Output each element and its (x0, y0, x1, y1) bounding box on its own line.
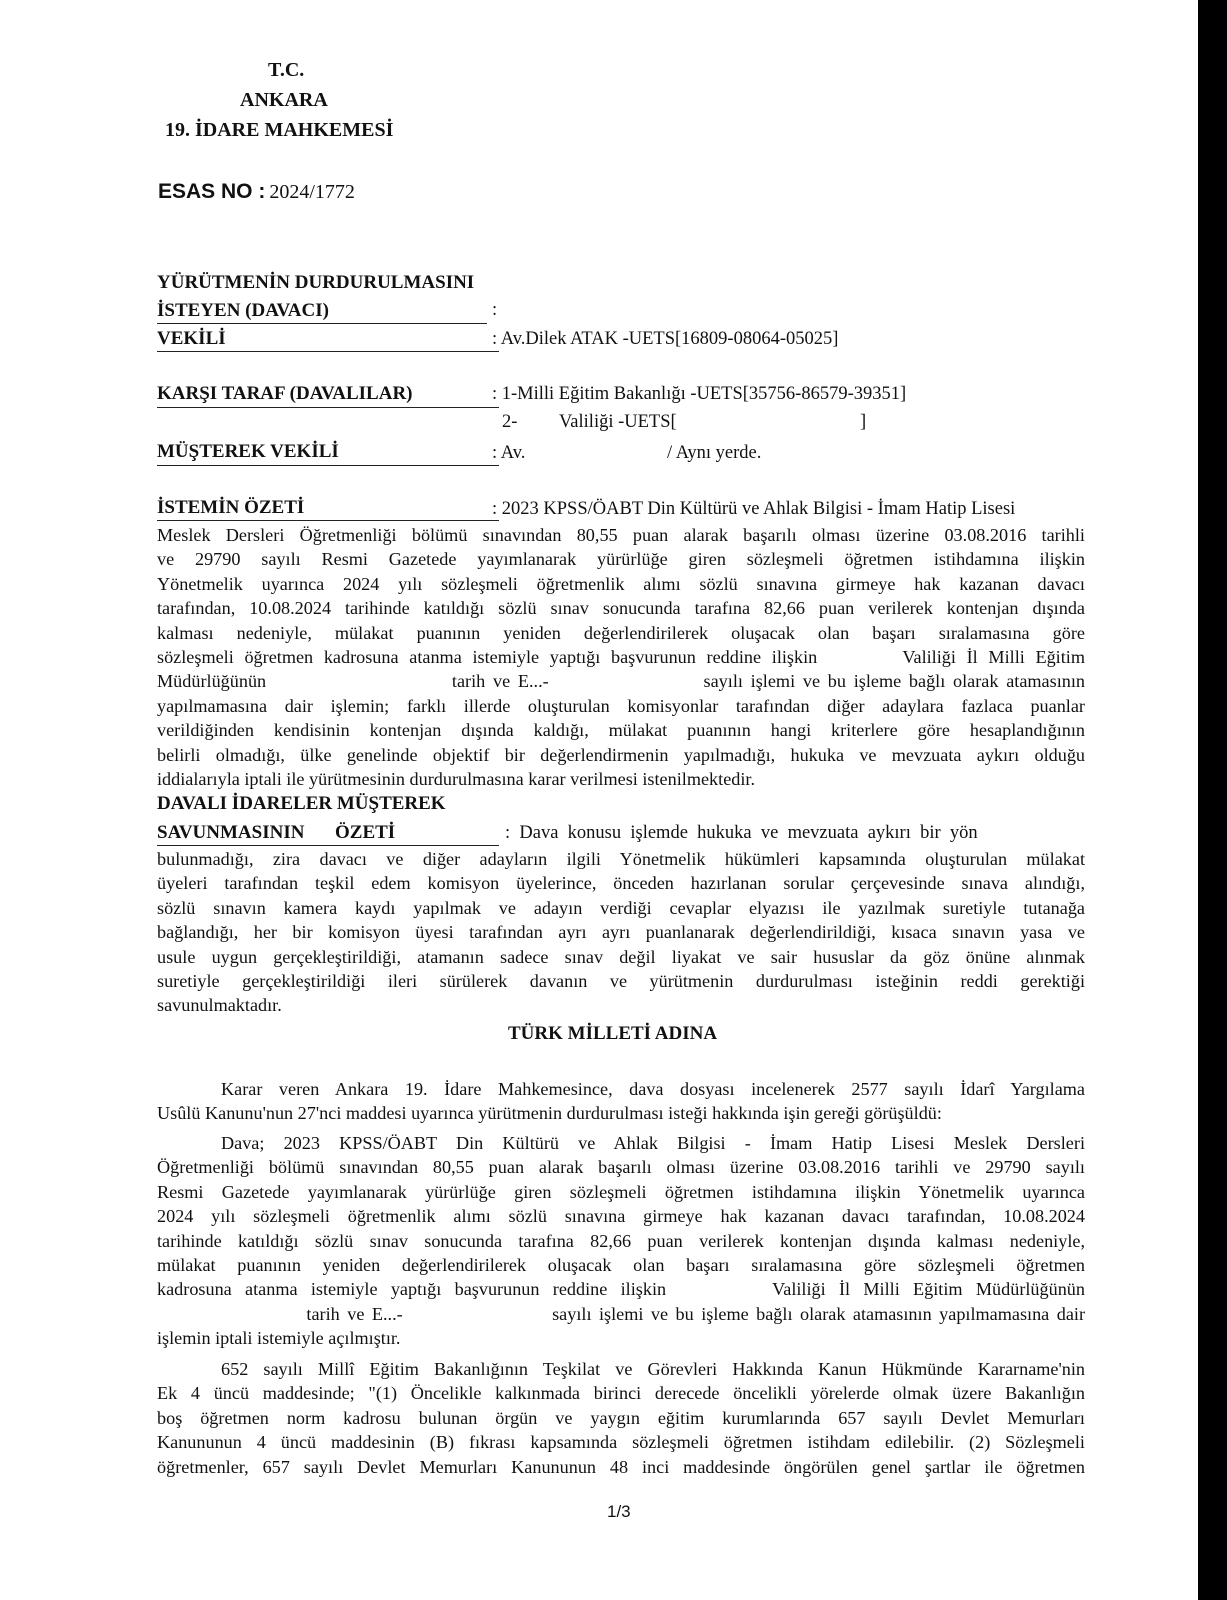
underline (157, 323, 487, 324)
savunma-label-2a: SAVUNMASININ (157, 822, 305, 843)
text-line: tarih ve E...- sayılı işlemi ve bu işleme bağlı olarak atamasının yapılmamasına dair (157, 1303, 1085, 1324)
karsi-taraf-value-2a: 2- (502, 412, 518, 432)
text-line: belirli olmadığı, ülke genelinde objektif bir değerlendirmenin yapılmadığı, hukuka ve mevzuata aykırı olduğu (157, 744, 1085, 765)
text-line: bağlandığı, her bir komisyon üyesi tarafından ayrı ayrı puanlanarak değerlendirildiği, kısaca sınavın yasa ve (157, 922, 1085, 943)
text-line: mülakat puanının yeniden değerlendirilerek oluşacak olan başarı sıralamasına göre sözleşmeli öğretmen (157, 1255, 1085, 1276)
karsi-taraf-value-2c: ] (860, 412, 867, 432)
karsi-taraf-value-1: : 1-Milli Eğitim Bakanlığı -UETS[35756-86579-39351] (492, 384, 907, 404)
savunma-label-2b: ÖZETİ (335, 822, 396, 843)
text-line: Ek 4 üncü maddesinde; "(1) Öncelikle kalkınmada birinci derecede öncelikli yörelerde olmak üzere Bakanlığın (157, 1383, 1085, 1404)
istem-label: İSTEMİN ÖZETİ (157, 497, 305, 518)
karsi-taraf-label: KARŞI TARAF (DAVALILAR) (157, 383, 413, 404)
text-line: bulunmadığı, zira davacı ve diğer adayların ilgili Yönetmelik hükümleri kapsamında oluşturulan mülakat (157, 849, 1085, 869)
text-line: tarafından, 10.08.2024 tarihinde katıldığı sözlü sınav sonucunda tarafına 82,66 puan verilerek kontenjan dışında (157, 598, 1085, 619)
text-line: tarihinde katıldığı sözlü sınav sonucunda tarafına 82,66 puan verilerek kontenjan dışında kalması nedeniyle, (157, 1230, 1085, 1251)
vekili-label: VEKİLİ (157, 328, 226, 349)
savunma-label-1: DAVALI İDARELER MÜŞTEREK (157, 793, 446, 814)
underline (157, 465, 499, 466)
text-line: Meslek Dersleri Öğretmenliği bölümü sınavından 80,55 puan alarak başarılı olması üzerine 03.08.2016 tarihli (157, 525, 1085, 545)
underline (157, 351, 499, 352)
davaci-value: : (492, 300, 498, 320)
karar-paragraph-2 (157, 1131, 1085, 1351)
savunma-first-line: : Dava konusu işlemde hukuka ve mevzuata aykırı bir yön (505, 823, 978, 843)
karar-paragraph-3 (157, 1357, 1085, 1479)
text-line: 652 sayılı Millî Eğitim Bakanlığının Teşkilat ve Görevleri Hakkında Kanun Hükmünde Kararname'nin (221, 1359, 1085, 1379)
underline (157, 845, 499, 846)
musterek-vekili-label: MÜŞTEREK VEKİLİ (157, 441, 339, 462)
esas-no-label: ESAS NO : (158, 180, 266, 203)
text-line: kadrosuna atanma istemiyle yaptığı başvurunun reddine ilişkin Valiliği İl Milli Eğitim Müdürlüğünün (157, 1279, 1085, 1300)
header-tc: T.C. (268, 59, 305, 81)
text-line: Öğretmenliği bölümü sınavından 80,55 puan alarak başarılı olması üzerine 03.08.2016 tarihli ve 29790 sayılı (157, 1157, 1085, 1178)
underline (157, 520, 499, 521)
text-line: Kanununun 4 üncü maddesinin (B) fıkrası kapsamında sözleşmeli öğretmen istihdam edilebilir. (2) Sözleşmeli (157, 1432, 1085, 1453)
right-edge (1198, 0, 1227, 1600)
text-line: savunulmaktadır. (157, 995, 282, 1016)
text-line: sözleşmeli öğretmen kadrosuna atanma istemiyle yaptığı başvurunun reddine ilişkin Valiliği İl Milli Eğitim (157, 647, 1085, 668)
esas-no (158, 180, 355, 204)
header-city: ANKARA (240, 89, 328, 111)
header-court: 19. İDARE MAHKEMESİ (165, 119, 394, 141)
text-line: usule uygun gerçekleştirildiği, atamanın sadece sınav değil liyakat ve sair hususlar da göz önüne alınmak (157, 946, 1085, 967)
underline (157, 407, 499, 408)
text-line: öğretmenler, 657 sayılı Devlet Memurları Kanununun 48 inci maddesinde öngörülen genel şartlar ile öğretmen (157, 1456, 1085, 1477)
text-line: Müdürlüğünün tarih ve E...- sayılı işlemi ve bu işleme bağlı olarak atamasının (157, 671, 1085, 692)
text-line: üyeleri tarafından teşkil edem komisyon üyelerince, önceden hazırlanan sorular çerçevesinde sınava alındığı, (157, 873, 1085, 894)
musterek-vekili-value-b: / Aynı yerde. (667, 443, 762, 463)
turk-milleti-heading: TÜRK MİLLETİ ADINA (508, 1023, 718, 1044)
karsi-taraf-value-2b: Valiliği -UETS[ (559, 412, 677, 432)
text-line: iddialarıyla iptali ile yürütmesinin durdurulmasına karar verilmesi istenilmektedir. (157, 769, 756, 790)
text-line: Usûlü Kanunu'nun 27'nci maddesi uyarınca yürütmenin durdurulması isteği hakkında işin gereği görüşüldü: (157, 1103, 942, 1124)
text-line: Karar veren Ankara 19. İdare Mahkemesince, dava dosyası incelenerek 2577 sayılı İdarî Yargılama (221, 1079, 1085, 1099)
text-line: işlemin iptali istemiyle açılmıştır. (157, 1328, 401, 1349)
savunma-text (157, 847, 1085, 1018)
text-line: Dava; 2023 KPSS/ÖABT Din Kültürü ve Ahlak Bilgisi - İmam Hatip Lisesi Meslek Dersleri (221, 1133, 1085, 1153)
yurutme-label-2: İSTEYEN (DAVACI) (157, 300, 329, 321)
page-number: 1/3 (607, 1502, 631, 1521)
text-line: yapılmamasına dair işlemin; farklı illerde oluşturulan komisyonlar tarafından diğer adaylara fazlaca puanlar (157, 695, 1085, 716)
text-line: kalması nedeniyle, mülakat puanının yeniden değerlendirilerek oluşacak olan başarı sıralamasına göre (157, 622, 1085, 643)
text-line: suretiyle gerçekleştirildiği ileri sürülerek davanın ve yürütmenin durdurulması isteğinin reddi gerektiği (157, 971, 1085, 992)
text-line: ve 29790 sayılı Resmi Gazetede yayımlanarak yürürlüğe giren sözleşmeli öğretmen istihdamına ilişkin (157, 549, 1085, 570)
text-line: Yönetmelik uyarınca 2024 yılı sözleşmeli öğretmenlik alımı sözlü sınavına girmeye hak kazanan davacı (157, 573, 1085, 594)
text-line: 2024 yılı sözleşmeli öğretmenlik alımı sözlü sınavına girmeye hak kazanan davacı tarafından, 10.08.2024 (157, 1206, 1085, 1227)
text-line: boş öğretmen norm kadrosu bulunan örgün ve yaygın eğitim kurumlarında 657 sayılı Devlet Memurları (157, 1407, 1085, 1428)
karar-paragraph-1 (157, 1077, 1085, 1126)
text-line: Resmi Gazetede yayımlanarak yürürlüğe giren sözleşmeli öğretmen istihdamına ilişkin Yönetmelik uyarınca (157, 1181, 1085, 1202)
yurutme-label-1: YÜRÜTMENİN DURDURULMASINI (157, 272, 475, 293)
istem-first-line: : 2023 KPSS/ÖABT Din Kültürü ve Ahlak Bilgisi - İmam Hatip Lisesi (492, 499, 1016, 519)
text-line: verildiğinden kendisinin kontenjan dışında kaldığı, mülakat puanının hangi kriterlere göre hesaplandığının (157, 720, 1085, 741)
vekili-value: : Av.Dilek ATAK -UETS[16809-08064-05025] (492, 329, 839, 349)
text-line: sözlü sınavın kamera kaydı yapılmak ve adayın verdiği cevaplar elyazısı ile yazılmak suretiyle tutanağa (157, 897, 1085, 918)
musterek-vekili-value-a: : Av. (492, 443, 526, 463)
esas-no-value: 2024/1772 (269, 181, 355, 203)
istem-text (157, 523, 1085, 791)
